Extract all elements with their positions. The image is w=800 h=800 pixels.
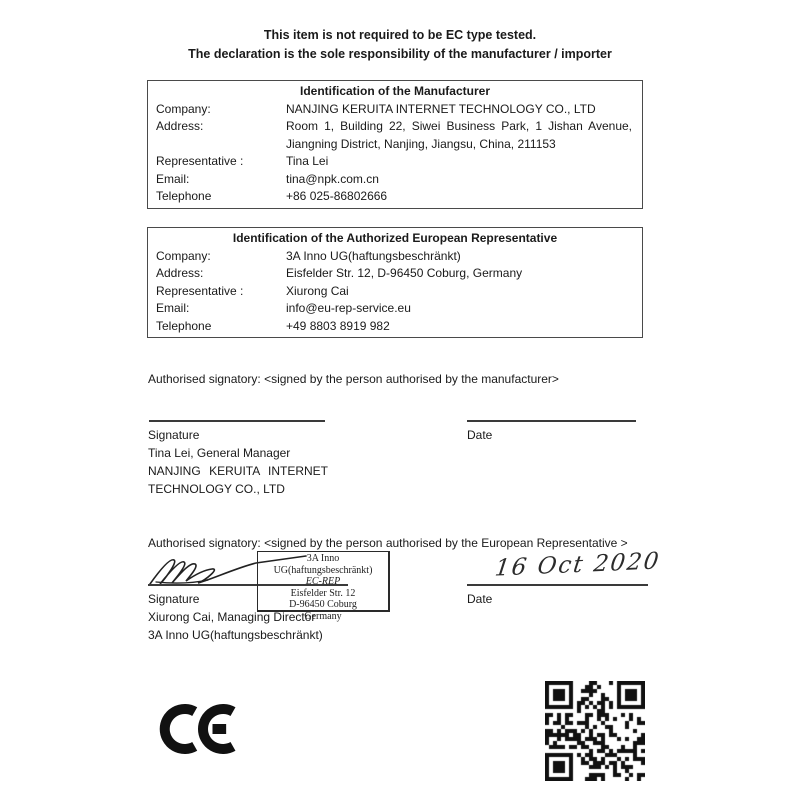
header-line-2: The declaration is the sole responsibility of the manufacturer / importer [188, 47, 612, 61]
signer-company: 3A Inno UG(haftungsbeschränkt) [148, 628, 323, 642]
table-row [148, 171, 642, 189]
stamp-line: Eisfelder Str. 12 [290, 587, 356, 599]
table-row [148, 300, 642, 318]
manufacturer-signature-block [148, 426, 328, 498]
eu-rep-table [147, 227, 643, 338]
table-row [148, 265, 642, 283]
row-value: +86 025-86802666 [286, 189, 388, 203]
row-value: info@eu-rep-service.eu [286, 301, 411, 315]
row-label: Address: [156, 266, 204, 280]
row-label: Email: [156, 171, 190, 186]
row-label: Address: [156, 119, 204, 133]
row-label: Telephone [156, 318, 212, 333]
date-line [467, 584, 648, 586]
row-label: Company: [156, 101, 211, 116]
manufacturer-table [147, 80, 643, 209]
table-row [148, 101, 642, 119]
eu-rep-table-title: Identification of the Authorized European Representative [232, 231, 558, 245]
row-value: Xiurong Cai [286, 283, 349, 298]
header-line-1: This item is not required to be EC type tested. [263, 28, 537, 42]
stamp-line: Germany [304, 610, 342, 622]
row-value: tina@npk.com.cn [286, 171, 379, 186]
signer-name: Tina Lei, General Manager [148, 446, 291, 460]
table-row [148, 248, 642, 266]
signature-label: Signature [148, 428, 200, 442]
row-label: Representative : [156, 283, 244, 298]
signature-label: Signature [148, 592, 200, 606]
row-label: Representative : [156, 154, 244, 168]
signature-line [149, 420, 325, 422]
table-row [148, 318, 642, 336]
manufacturer-signatory-heading: Authorised signatory: <signed by the person authorised by the manufacturer> [148, 372, 559, 386]
row-value: Room 1, Building 22, Siwei Business Park, 1 Jishan Avenue, Jiangning District, Nanjing, Jiangsu, China, 211153 [286, 119, 632, 151]
row-label: Company: [156, 248, 211, 263]
table-row [148, 118, 642, 153]
stamp-line: D-96450 Coburg [289, 599, 357, 611]
row-value: Eisfelder Str. 12, D-96450 Coburg, Germany [286, 266, 523, 280]
signer-name: Xiurong Cai, Managing Director [148, 610, 316, 624]
row-label: Telephone [156, 189, 212, 203]
company-stamp [257, 551, 390, 622]
row-value: NANJING KERUITA INTERNET TECHNOLOGY CO., LTD [286, 101, 596, 116]
date-label: Date [467, 592, 493, 606]
stamp-line: EC-REP [305, 576, 341, 588]
table-row [148, 153, 642, 171]
eu-signatory-heading: Authorised signatory: <signed by the person authorised by the European Representative > [148, 536, 628, 550]
qr-code-icon [545, 681, 645, 781]
manufacturer-table-title: Identification of the Manufacturer [299, 84, 490, 98]
ce-mark-icon [156, 700, 238, 758]
date-line [467, 420, 636, 422]
date-label: Date [467, 428, 493, 442]
signer-company: NANJING KERUITA INTERNET TECHNOLOGY CO., LTD [148, 464, 328, 496]
row-value: Tina Lei [286, 154, 329, 168]
row-value: +49 8803 8919 982 [286, 318, 390, 333]
stamp-line: 3A Inno UG(haftungsbeschränkt) [273, 553, 373, 576]
table-row [148, 283, 642, 301]
row-label: Email: [156, 301, 190, 315]
table-row [148, 188, 642, 206]
row-value: 3A Inno UG(haftungsbeschränkt) [286, 248, 461, 263]
handwritten-date: 16 Oct 2020 [493, 548, 663, 582]
